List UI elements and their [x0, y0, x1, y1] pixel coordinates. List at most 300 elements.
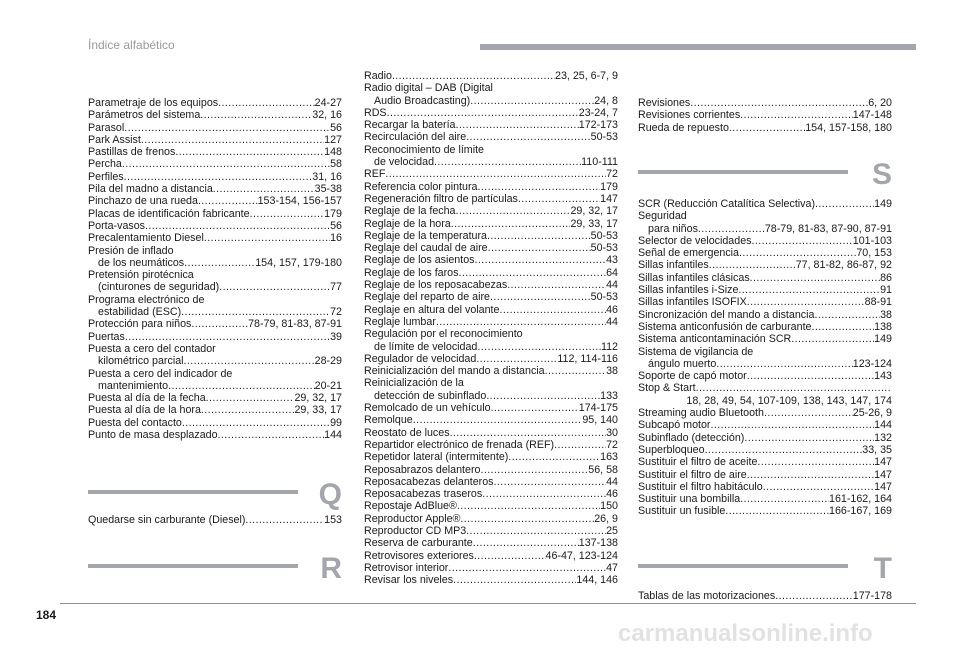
entry-term: Placas de identificación fabricante — [88, 207, 250, 220]
index-entry — [364, 488, 618, 500]
entry-pages: 137-138 — [578, 537, 618, 550]
entry-term: Reserva de carburante — [364, 537, 473, 550]
entry-line — [638, 198, 892, 210]
entry-line — [638, 333, 892, 345]
index-entry — [88, 404, 342, 416]
entry-term: de velocidad — [374, 156, 435, 169]
entry-pages: 20-21 — [314, 379, 342, 392]
entry-term: Reglaje del reparto de aire — [364, 291, 490, 304]
index-entry — [88, 318, 342, 330]
dot-leader — [757, 456, 874, 468]
entry-line — [88, 281, 342, 293]
entry-pages: 44 — [606, 315, 618, 328]
entry-term: Reposabrazos delantero — [364, 463, 481, 476]
entry-line — [88, 514, 342, 526]
index-entry — [364, 537, 618, 549]
dot-leader — [448, 562, 606, 574]
dot-leader — [213, 183, 315, 195]
index-entry — [638, 247, 892, 259]
entry-term: Repartidor electrónico de frenada (REF) — [364, 438, 555, 451]
index-entry — [88, 134, 342, 146]
entry-term: ángulo muerto — [648, 357, 717, 370]
dot-leader — [763, 481, 874, 493]
entry-pages: 110-111 — [581, 156, 618, 169]
index-entry — [364, 328, 618, 353]
index-entry — [638, 590, 892, 602]
entry-line — [364, 205, 618, 217]
entry-term: Protección para niños — [88, 318, 192, 331]
entry-line — [364, 476, 618, 488]
entry-term: Sistema anticontaminación SCR — [638, 333, 792, 346]
entry-line — [638, 370, 892, 382]
entry-term: Puesta al día de la fecha — [88, 392, 206, 405]
entry-term: Parámetros del sistema — [88, 109, 201, 122]
entry-line — [638, 358, 892, 370]
index-section-t — [638, 590, 892, 602]
entry-line — [364, 70, 618, 82]
entry-line — [638, 284, 892, 296]
index-entry — [638, 407, 892, 419]
entry-term: Reinicialización de la — [364, 377, 464, 390]
index-entry — [364, 70, 618, 82]
entry-term: Regulador de velocidad — [364, 352, 477, 365]
entry-line — [88, 429, 342, 441]
entry-pages: 72 — [606, 438, 618, 451]
index-entry — [364, 267, 618, 279]
index-section-r — [364, 70, 618, 586]
letter-bar — [638, 170, 848, 174]
dot-leader — [218, 429, 325, 441]
entry-pages: 147 — [600, 192, 618, 205]
letter-heading-r — [88, 552, 342, 586]
dot-leader — [175, 146, 324, 158]
entry-line — [638, 296, 892, 308]
entry-line — [364, 131, 618, 143]
dot-leader — [518, 193, 600, 205]
index-entry — [88, 331, 342, 343]
entry-line — [638, 407, 892, 419]
dot-leader — [750, 272, 880, 284]
entry-pages: 123-124 — [852, 357, 892, 370]
entry-term: (cinturones de seguridad) — [98, 281, 220, 294]
entry-line — [88, 306, 342, 318]
entry-term: Sistema de vigilancia de — [638, 345, 754, 358]
dot-leader — [457, 500, 600, 512]
entry-line — [88, 208, 342, 220]
index-entry — [88, 417, 342, 429]
entry-pages: 46 — [606, 303, 618, 316]
entry-term: Retrovisores exteriores — [364, 549, 474, 562]
entry-line — [364, 181, 618, 193]
entry-term: Señal de emergencia — [638, 247, 740, 260]
entry-line — [88, 331, 342, 343]
entry-term: Sustituir una bombilla — [638, 493, 741, 506]
dot-leader — [488, 242, 591, 254]
entry-term: Audio Broadcasting) — [374, 94, 471, 107]
dot-leader — [458, 267, 606, 279]
index-entry — [638, 259, 892, 271]
dot-leader — [145, 220, 330, 232]
entry-line — [364, 119, 618, 131]
entry-line — [638, 247, 892, 259]
index-entry — [364, 562, 618, 574]
index-entry — [88, 368, 342, 393]
entry-pages: 6, 20 — [868, 97, 892, 109]
dot-leader — [709, 259, 796, 271]
entry-term: Pinchazo de una rueda — [88, 195, 198, 208]
index-entry — [364, 427, 618, 439]
entry-pages: 144 — [324, 429, 342, 442]
entry-line — [638, 97, 892, 109]
entry-pages: 29, 32, 17 — [570, 205, 618, 218]
entry-term: detección de subinflado — [374, 389, 487, 402]
index-entry — [88, 183, 342, 195]
entry-term: Sillas infantiles ISOFIX — [638, 296, 747, 309]
entry-term: Subinflado (detección) — [638, 431, 745, 444]
entry-term: Quedarse sin carburante (Diesel) — [88, 514, 246, 526]
index-entry — [364, 193, 618, 205]
entry-line — [364, 500, 618, 512]
entry-line — [638, 122, 892, 134]
entry-term: Reconocimiento de límite — [364, 143, 484, 156]
entry-pages: 112 — [600, 340, 618, 353]
entry-pages: 144, 146 — [576, 574, 618, 587]
entry-pages: 46 — [606, 488, 618, 501]
entry-pages: 78-79, 81-83, 87-90, 87-91 — [764, 222, 892, 235]
dot-leader — [206, 392, 295, 404]
index-entry — [638, 109, 892, 121]
dot-leader — [690, 97, 868, 109]
entry-line — [88, 109, 342, 121]
entry-pages: 50-53 — [590, 291, 618, 304]
index-entry — [88, 392, 342, 404]
entry-term: Stop & Start — [638, 382, 696, 395]
dot-leader — [453, 574, 576, 586]
index-entry — [638, 321, 892, 333]
entry-line — [364, 254, 618, 266]
entry-term: Reostato de luces — [364, 426, 450, 439]
dot-leader — [460, 513, 594, 525]
entry-pages: 149 — [874, 333, 892, 346]
entry-term: Remolcado de un vehículo — [364, 402, 491, 415]
index-entry — [364, 291, 618, 303]
entry-pages: 35-38 — [314, 183, 342, 196]
dot-leader — [436, 316, 606, 328]
letter-r: R — [320, 552, 342, 585]
entry-pages: 179 — [324, 207, 342, 220]
index-section-q — [88, 514, 342, 526]
dot-leader — [725, 505, 829, 517]
entry-pages: 43 — [606, 254, 618, 267]
letter-q: Q — [318, 478, 342, 511]
entry-line — [88, 232, 342, 244]
dot-leader — [218, 97, 315, 109]
dot-leader — [710, 419, 874, 431]
dot-leader — [744, 432, 874, 444]
entry-pages: 50-53 — [590, 229, 618, 242]
entry-pages: 133 — [600, 389, 618, 402]
entry-term: Reposacabezas traseros — [364, 488, 483, 501]
entry-line — [88, 404, 342, 416]
entry-pages: 72 — [606, 168, 618, 181]
entry-term: Perfiles — [88, 170, 124, 183]
dot-leader — [494, 476, 607, 488]
entry-term: Reglaje de los asientos — [364, 254, 475, 267]
letter-bar — [88, 490, 298, 494]
index-section-p — [88, 97, 342, 441]
entry-pages: 148 — [324, 146, 342, 159]
page-number: 184 — [36, 608, 57, 622]
entry-pages: 95, 140 — [582, 414, 618, 427]
dot-leader — [508, 451, 600, 463]
index-entry — [364, 168, 618, 180]
entry-pages: 64 — [606, 266, 618, 279]
entry-line — [638, 444, 892, 456]
dot-leader — [450, 427, 607, 439]
entry-pages: 18, 28, 49, 54, 107-109, 138, 143, 147, 174 — [686, 394, 892, 407]
dot-leader — [141, 134, 324, 146]
index-entry — [638, 333, 892, 345]
entry-term: Presión de inflado — [88, 244, 174, 257]
index-entry — [88, 158, 342, 170]
index-entry — [638, 97, 892, 109]
entry-line — [638, 481, 892, 493]
entry-term: Sillas infantiles i-Size — [638, 284, 739, 297]
index-entry — [638, 309, 892, 321]
entry-term: Recirculación del aire — [364, 131, 467, 144]
entry-pages: 78-79, 81-83, 87-91 — [248, 318, 342, 331]
entry-pages: 28-29 — [314, 355, 342, 368]
index-entry — [638, 296, 892, 308]
entry-term: Puesta a cero del contador — [88, 342, 216, 355]
dot-leader — [476, 353, 557, 365]
index-entry — [364, 377, 618, 402]
index-entry — [638, 210, 892, 235]
entry-line — [638, 469, 892, 481]
dot-leader — [250, 208, 325, 220]
entry-pages: 23, 25, 6-7, 9 — [555, 70, 618, 82]
index-entry — [638, 419, 892, 431]
dot-leader — [815, 198, 874, 210]
entry-line — [364, 304, 618, 316]
entry-term: Reglaje de la fecha — [364, 205, 456, 218]
dot-leader — [392, 70, 555, 82]
dot-leader — [182, 417, 330, 429]
index-entry — [638, 284, 892, 296]
entry-pages: 31, 16 — [312, 170, 342, 183]
entry-term: Pila del madno a distancia — [88, 183, 213, 196]
entry-term: Reglaje de la hora — [364, 217, 451, 230]
entry-pages: 23-24, 7 — [578, 106, 618, 119]
entry-line — [364, 107, 618, 119]
entry-term: Puertas — [88, 330, 125, 343]
entry-term: Retrovisor interior — [364, 561, 449, 574]
entry-term: Puesta al día de la hora — [88, 404, 201, 417]
index-entry — [364, 144, 618, 169]
entry-line — [638, 493, 892, 505]
dot-leader — [499, 304, 606, 316]
index-entry — [364, 131, 618, 143]
entry-pages: 29, 33, 17 — [294, 404, 342, 417]
index-entry — [364, 513, 618, 525]
entry-term: Punto de masa desplazado — [88, 429, 218, 442]
entry-pages: 29, 33, 17 — [570, 217, 618, 230]
entry-term: Reglaje del caudal de aire — [364, 242, 488, 255]
entry-pages: 153-154, 156-157 — [257, 195, 342, 208]
entry-line — [638, 456, 892, 468]
entry-line — [364, 439, 618, 451]
entry-pages: 46-47, 123-124 — [545, 549, 618, 562]
dot-leader — [740, 493, 829, 505]
index-entry — [638, 382, 892, 407]
dot-leader — [466, 525, 606, 537]
dot-leader — [125, 331, 330, 343]
dot-leader — [184, 257, 255, 269]
entry-term: RDS — [364, 106, 387, 119]
entry-line — [638, 109, 892, 121]
dot-leader — [470, 95, 594, 107]
entry-pages: 147-148 — [852, 109, 892, 122]
index-entry — [364, 218, 618, 230]
entry-pages: 16 — [330, 232, 342, 245]
dot-leader — [739, 247, 856, 259]
dot-leader — [434, 156, 581, 168]
dot-leader — [545, 365, 607, 377]
index-entry — [88, 208, 342, 220]
entry-line — [638, 235, 892, 247]
index-entry — [88, 343, 342, 368]
index-entry — [638, 432, 892, 444]
entry-line — [88, 158, 342, 170]
dot-leader — [740, 109, 853, 121]
index-entry — [88, 245, 342, 270]
entry-line — [88, 392, 342, 404]
dot-leader — [413, 414, 583, 426]
entry-line — [364, 414, 618, 426]
entry-pages: 29, 32, 17 — [294, 392, 342, 405]
entry-pages: 47 — [606, 561, 618, 574]
entry-line — [88, 257, 342, 269]
entry-line — [88, 380, 342, 392]
entry-pages: 147 — [874, 468, 892, 481]
entry-line — [88, 355, 342, 367]
dot-leader — [219, 281, 330, 293]
index-entry — [364, 451, 618, 463]
entry-term: Pastillas de frenos — [88, 146, 176, 159]
entry-term: estabilidad (ESC) — [98, 306, 182, 319]
entry-line — [88, 134, 342, 146]
index-entry — [638, 493, 892, 505]
index-entry — [364, 574, 618, 586]
entry-pages: 25-26, 9 — [852, 407, 892, 420]
entry-line — [364, 267, 618, 279]
index-entry — [638, 198, 892, 210]
entry-pages: 26, 9 — [594, 512, 618, 525]
entry-term: Sustituir el filtro de aire — [638, 468, 747, 481]
index-entry — [364, 402, 618, 414]
index-entry — [638, 346, 892, 371]
entry-pages: 25 — [606, 524, 618, 537]
entry-pages: 72 — [330, 306, 342, 319]
index-entry — [88, 195, 342, 207]
entry-term: Reglaje de los faros — [364, 266, 459, 279]
entry-pages: 179 — [600, 180, 618, 193]
dot-leader — [751, 235, 852, 247]
index-entry — [88, 122, 342, 134]
entry-term: Reglaje de los reposacabezas — [364, 279, 508, 292]
entry-line — [638, 321, 892, 333]
dot-leader — [191, 318, 248, 330]
entry-line — [364, 353, 618, 365]
entry-term: Percha — [88, 158, 122, 171]
entry-term: para niños — [648, 222, 698, 235]
entry-term: Sillas infantiles clásicas — [638, 271, 750, 284]
entry-line — [638, 419, 892, 431]
entry-line — [638, 505, 892, 517]
index-entry — [88, 171, 342, 183]
index-entry — [364, 181, 618, 193]
entry-line — [88, 122, 342, 134]
entry-term: Reposacabezas delanteros — [364, 475, 494, 488]
dot-leader — [387, 107, 579, 119]
entry-term: Sincronización del mando a distancia — [638, 308, 815, 321]
entry-term: Sustituir el filtro de aceite — [638, 456, 758, 469]
dot-leader — [456, 205, 571, 217]
dot-leader — [124, 122, 330, 134]
dot-leader — [122, 158, 330, 170]
entry-line — [88, 417, 342, 429]
entry-term: kilométrico parcial — [98, 355, 184, 368]
watermark: carmanualsonline.info — [618, 620, 873, 647]
index-entry — [88, 294, 342, 319]
entry-line — [364, 291, 618, 303]
index-entry — [638, 456, 892, 468]
dot-leader — [490, 291, 591, 303]
dot-leader — [200, 109, 312, 121]
entry-pages: 24, 8 — [594, 94, 618, 107]
index-entry — [364, 119, 618, 131]
entry-pages: 149 — [874, 198, 892, 210]
entry-line — [88, 195, 342, 207]
entry-line — [638, 432, 892, 444]
entry-term: Reglaje lumbar — [364, 315, 436, 328]
entry-pages: 143 — [874, 370, 892, 383]
dot-leader — [698, 223, 765, 235]
entry-term: Sustituir el filtro habitáculo — [638, 480, 763, 493]
entry-line — [364, 230, 618, 242]
entry-line — [364, 341, 618, 353]
index-section-s — [638, 198, 892, 518]
entry-term: Parasol — [88, 121, 125, 134]
entry-term: Subcapó motor — [638, 419, 711, 432]
entry-pages: 44 — [606, 475, 618, 488]
index-entry — [638, 370, 892, 382]
index-entry — [638, 444, 892, 456]
entry-pages: 30 — [606, 426, 618, 439]
entry-term: Puesta a cero del indicador de — [88, 367, 233, 380]
entry-term: Sistema anticonfusión de carburante — [638, 320, 812, 333]
entry-term: Revisiones — [638, 97, 691, 109]
entry-line — [364, 168, 618, 180]
letter-s: S — [871, 158, 892, 191]
entry-term: Streaming audio Bluetooth — [638, 407, 764, 420]
dot-leader — [491, 402, 579, 414]
entry-line — [88, 171, 342, 183]
entry-term: Pretensión pirotécnica — [88, 269, 194, 282]
entry-line — [638, 223, 892, 235]
dot-leader — [791, 333, 874, 345]
entry-term: REF — [364, 168, 386, 181]
